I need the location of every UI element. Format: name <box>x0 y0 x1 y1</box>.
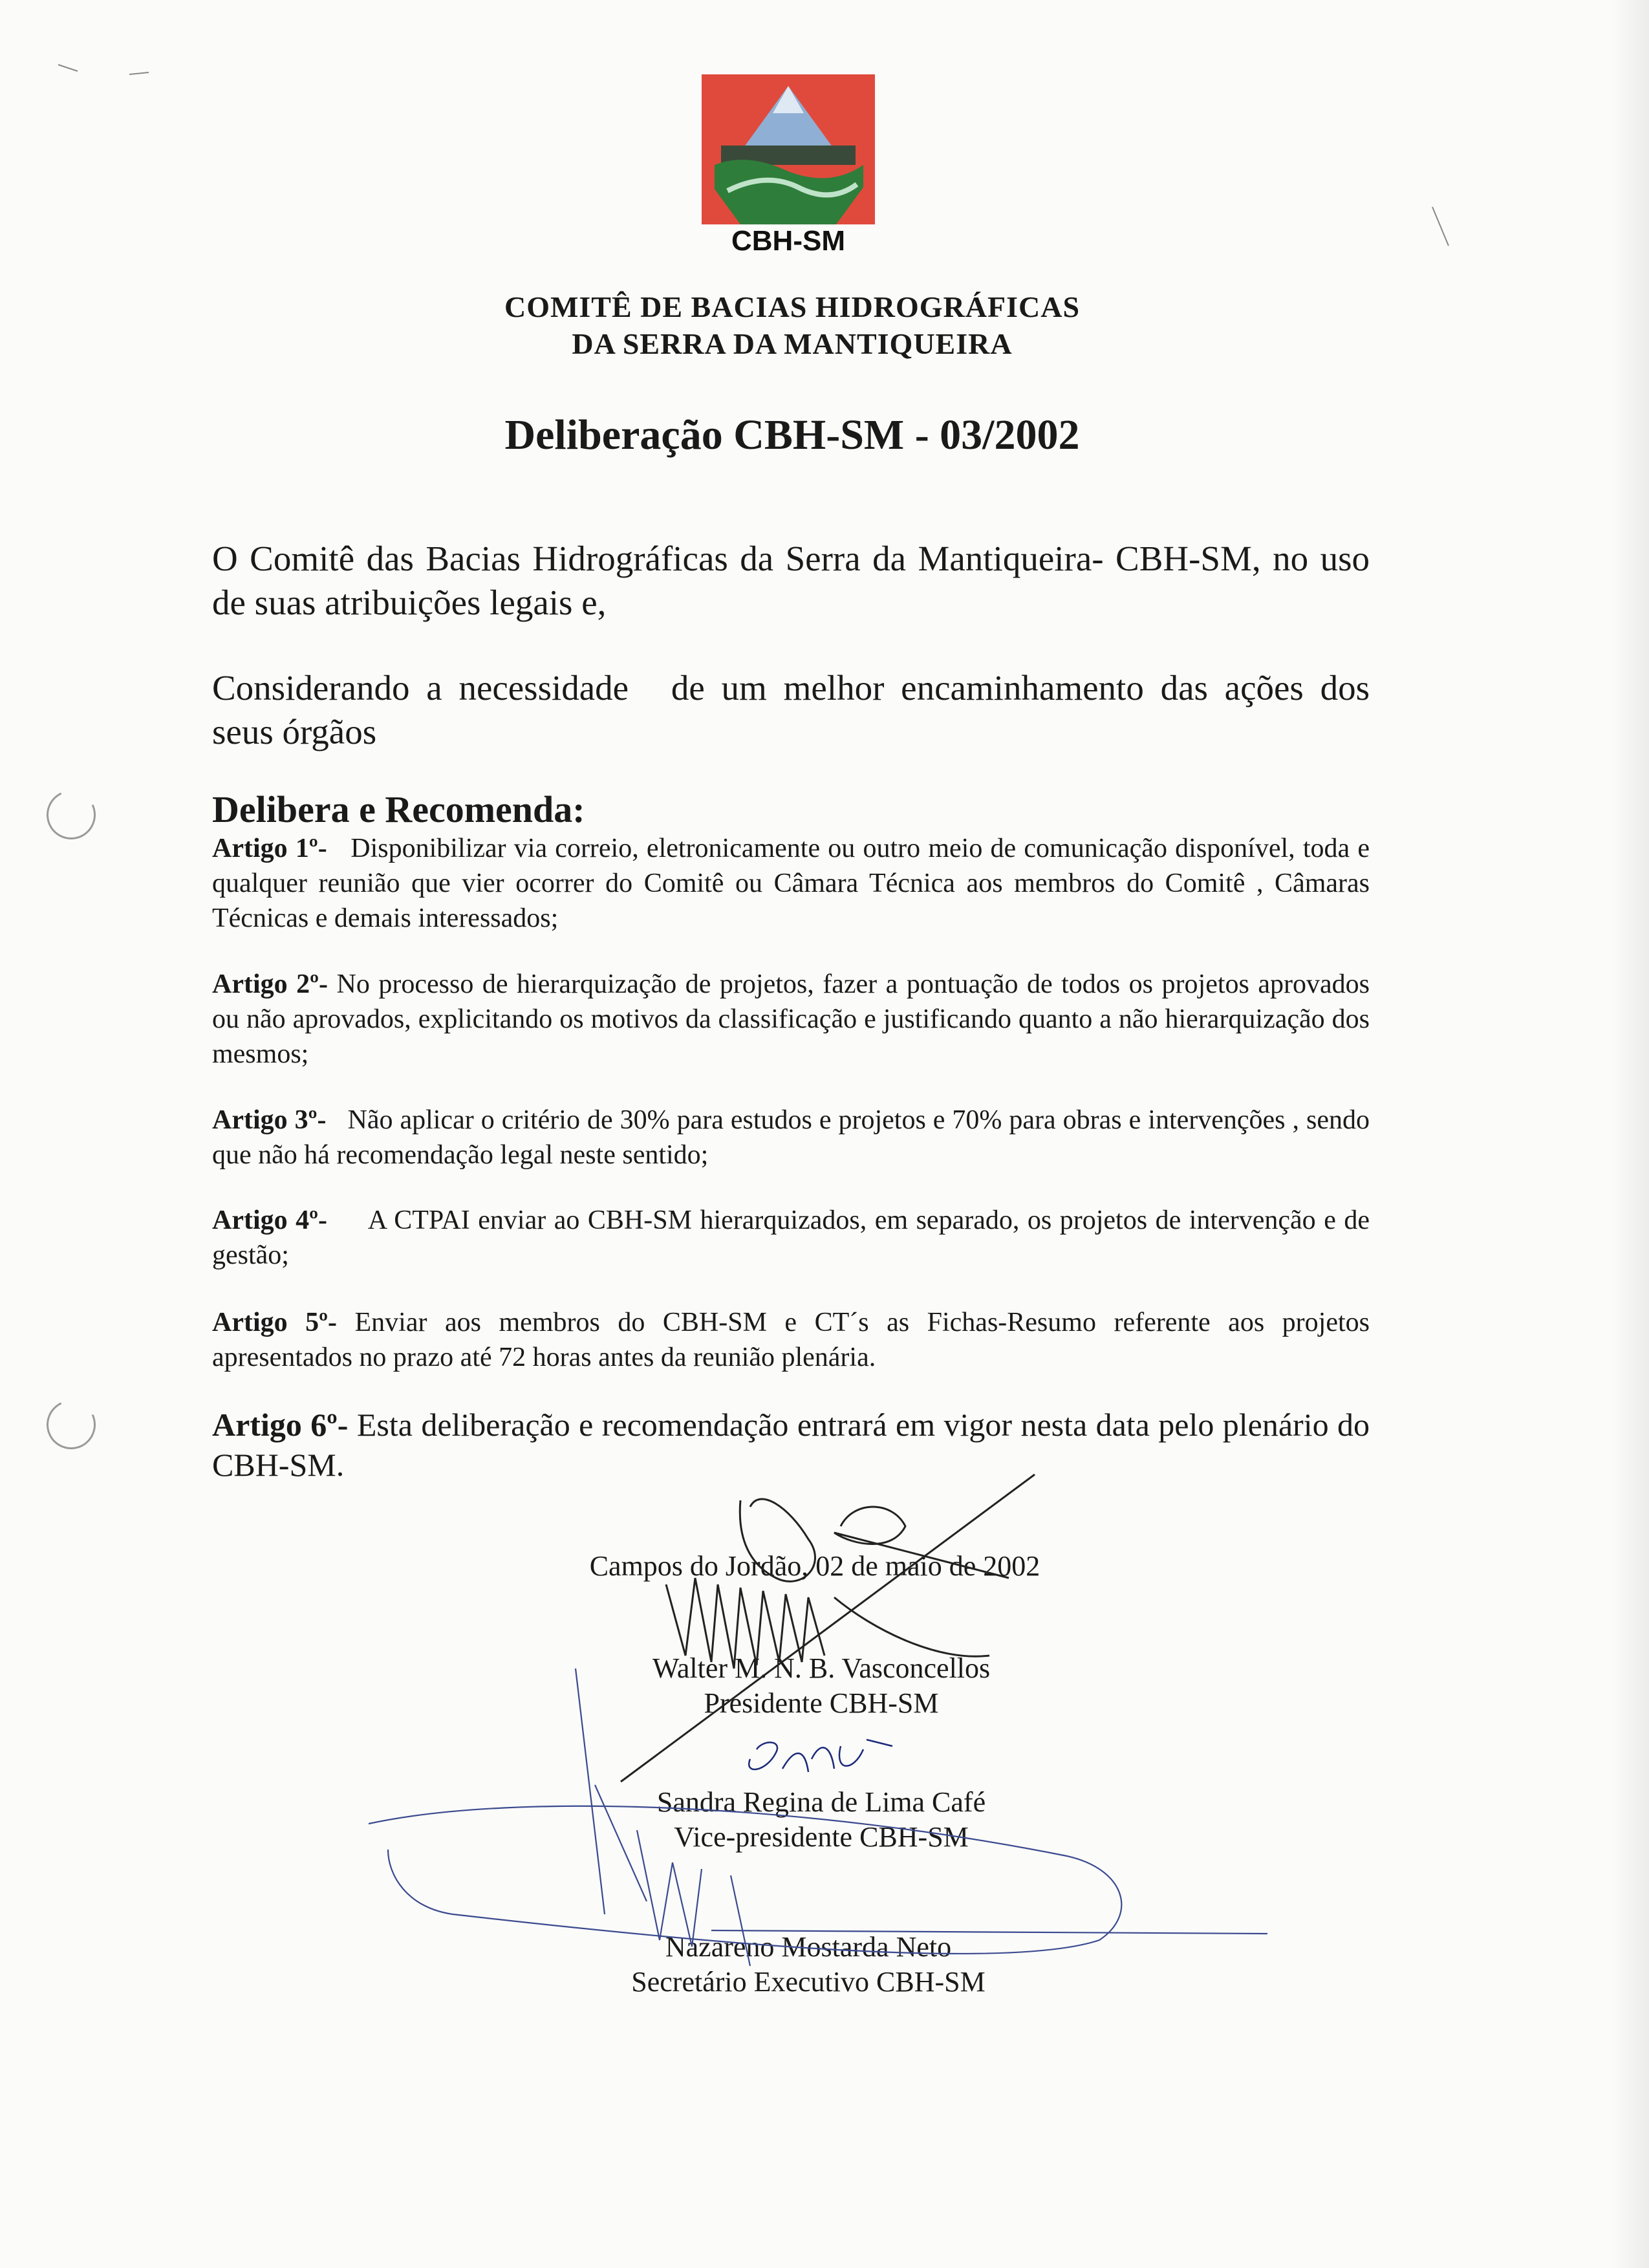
article-label: Artigo 1º- <box>212 834 327 863</box>
signatory-name: Nazareno Mostarda Neto <box>665 1931 952 1963</box>
signatory-role: Vice-presidente CBH-SM <box>674 1821 969 1853</box>
signatory-name: Sandra Regina de Lima Café <box>656 1786 986 1818</box>
considering-paragraph <box>212 666 1370 754</box>
article-text: A CTPAI enviar ao CBH-SM hierarquizados, em separado, os projetos de intervenção e de gestão; <box>212 1205 1370 1270</box>
signatory-president <box>530 1651 1112 1721</box>
signatory-name: Walter M. N. B. Vasconcellos <box>652 1652 991 1684</box>
logo-text: CBH-SM <box>731 225 845 254</box>
org-name-line2: DA SERRA DA MANTIQUEIRA <box>572 327 1013 360</box>
article-text: No processo de hierarquização de projetos, fazer a pontuação de todos os projetos aprovados ou não aprovados, explicitando os motivos da classificação e justificando quanto a não hierarquização dos mesmos; <box>212 969 1370 1069</box>
delibera-heading: Delibera e Recomenda: <box>212 788 585 830</box>
article-3 <box>212 1103 1370 1172</box>
article-4 <box>212 1203 1370 1273</box>
punch-hole-top <box>39 783 102 846</box>
signatory-role: Presidente CBH-SM <box>704 1687 939 1719</box>
signatory-role: Secretário Executivo CBH-SM <box>631 1966 986 1998</box>
signature-vice-president <box>749 1740 892 1772</box>
cbh-sm-logo <box>702 74 875 254</box>
signatory-executive-secretary <box>517 1930 1099 2000</box>
org-name-line1: COMITÊ DE BACIAS HIDROGRÁFICAS <box>504 290 1081 323</box>
article-text: Disponibilizar via correio, eletronicamente ou outro meio de comunicação disponível, toda e qualquer reunião que vier ocorrer do Comitê ou Câmara Técnica aos membros do Comitê , Câmaras Técnicas e demais interessados; <box>212 834 1370 933</box>
document-title: Deliberação CBH-SM - 03/2002 <box>504 411 1080 459</box>
article-5 <box>212 1305 1370 1375</box>
article-2 <box>212 967 1370 1072</box>
intro-paragraph: O Comitê das Bacias Hidrográficas da Serra da Mantiqueira- CBH-SM, no uso de suas atribuições legais e, <box>212 539 1370 622</box>
signatory-vice-president <box>530 1785 1112 1855</box>
article-label: Artigo 5º- <box>212 1308 337 1337</box>
page-edge-shadow <box>1610 0 1649 2268</box>
article-text: Esta deliberação e recomendação entrará em vigor nesta data pelo plenário do CBH-SM. <box>212 1407 1370 1483</box>
article-label: Artigo 6º- <box>212 1407 349 1443</box>
place-date: Campos do Jordão, 02 de maio de 2002 <box>589 1550 1040 1582</box>
article-1 <box>212 831 1370 936</box>
considering-part2: de um melhor encaminhamento das ações dos seus órgãos <box>212 668 1370 751</box>
article-label: Artigo 3º- <box>212 1105 327 1135</box>
article-6 <box>212 1405 1370 1485</box>
article-text: Enviar aos membros do CBH-SM e CT´s as Fichas-Resumo referente aos projetos apresentados no prazo até 72 horas antes da reunião plenária. <box>212 1308 1370 1372</box>
punch-hole-bottom <box>39 1393 102 1456</box>
article-label: Artigo 4º- <box>212 1205 328 1235</box>
article-label: Artigo 2º- <box>212 969 329 999</box>
signature-president <box>621 1474 1035 1782</box>
considering-part1: Considerando a necessidade <box>212 668 629 707</box>
article-text: Não aplicar o critério de 30% para estudos e projetos e 70% para obras e intervenções , sendo que não há recomendação legal neste sentido; <box>212 1105 1370 1170</box>
